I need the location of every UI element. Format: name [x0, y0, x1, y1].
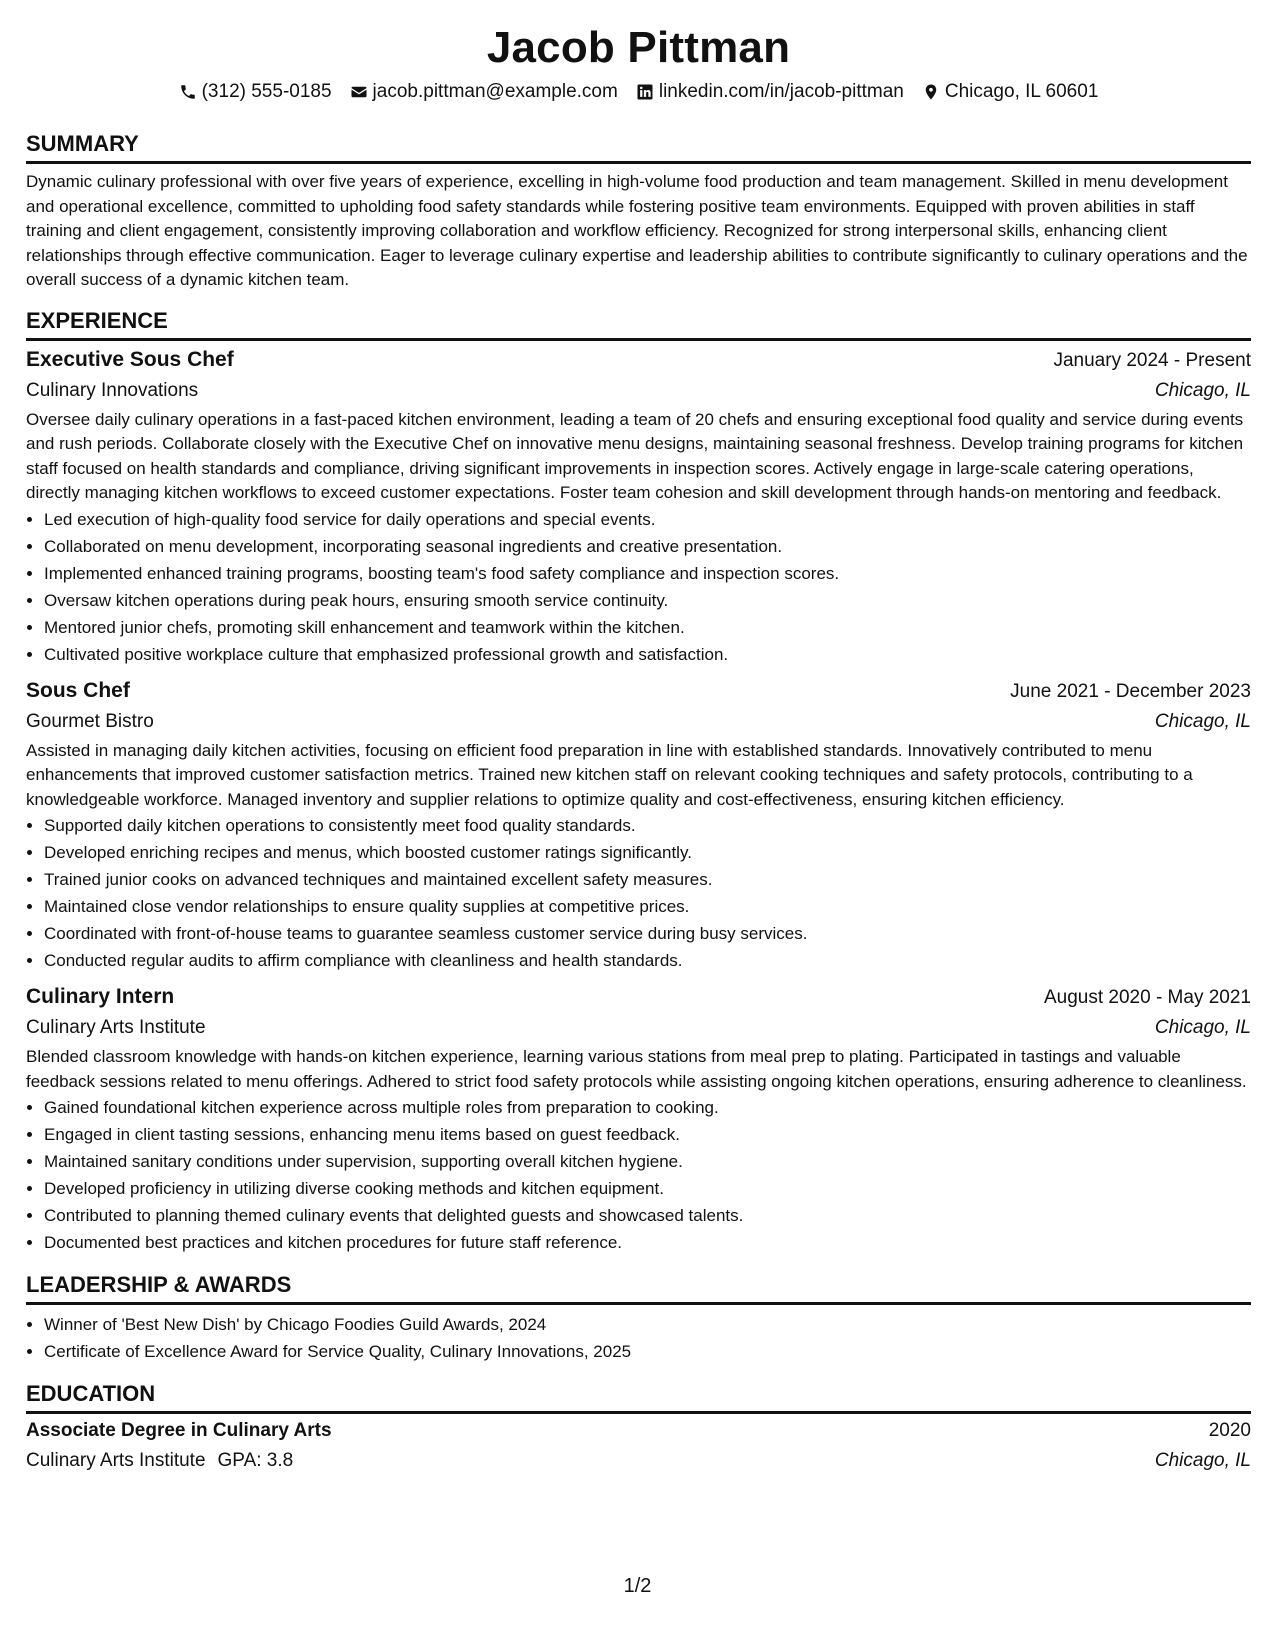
phone-icon [179, 83, 197, 101]
list-item: • Winner of 'Best New Dish' by Chicago Foodies Guild Awards, 2024 [44, 1311, 1251, 1338]
experience-section [26, 306, 1251, 1257]
list-item: • Led execution of high-quality food service for daily operations and special events. [44, 506, 1251, 533]
degree-title: Associate Degree in Culinary Arts [26, 1420, 332, 1441]
job-description: Blended classroom knowledge with hands-on kitchen experience, learning various stations from meal prep to plating. Participated in tastings and valuable feedback sessions related to menu offerings. Adhered to strict food safety protocols while assisting ongoing kitchen operations, ensuring adherence to cleanliness. [26, 1047, 1247, 1091]
job-description: Oversee daily culinary operations in a fast-paced kitchen environment, leading a team of 20 chefs and ensuring exceptional food quality and service during events and rush periods. Collaborate closely with the Executive Chef on innovative menu designs, maintaining seasonal freshness. Develop training programs for kitchen staff focused on health standards and compliance, driving significant improvements in inspection scores. Actively engage in large-scale catering operations, directly managing kitchen workflows to exceed customer expectations. Foster team cohesion and skill development through hands-on mentoring and feedback. [26, 409, 1244, 502]
school-name: Culinary Arts Institute [26, 1450, 206, 1471]
list-item: • Developed proficiency in utilizing diverse cooking methods and kitchen equipment. [44, 1175, 1251, 1202]
job-entry [26, 676, 1251, 975]
job-dates: August 2020 - May 2021 [1043, 987, 1251, 1008]
list-item: • Developed enriching recipes and menus, which boosted customer ratings significantly. [44, 839, 1251, 866]
school-location: Chicago, IL [1154, 1450, 1251, 1471]
job-bullets [26, 506, 1251, 668]
list-item: • Contributed to planning themed culinary events that delighted guests and showcased talents. [44, 1202, 1251, 1229]
list-item: • Collaborated on menu development, incorporating seasonal ingredients and creative presentation. [44, 533, 1251, 560]
map-pin-icon [922, 83, 940, 101]
list-item: • Cultivated positive workplace culture that emphasized professional growth and satisfaction. [44, 641, 1251, 668]
job-company: Gourmet Bistro [26, 710, 154, 732]
job-location: Chicago, IL [1154, 710, 1251, 732]
job-location: Chicago, IL [1154, 1017, 1251, 1038]
list-item: • Conducted regular audits to affirm compliance with cleanliness and health standards. [44, 947, 1251, 974]
summary-text: Dynamic culinary professional with over five years of experience, excelling in high-volume food production and team management. Skilled in menu development and operational excellence, committed to upholding food safety standards while fostering positive team environments. Equipped with proven abilities in staff training and client engagement, consistently improving collaboration and workflow efficiency. Recognized for strong interpersonal skills, enhancing client relationships through effective communication. Eager to leverage culinary expertise and leadership abilities to contribute significantly to culinary operations and the overall success of a dynamic kitchen team. [26, 172, 1248, 289]
list-item: • Certificate of Excellence Award for Service Quality, Culinary Innovations, 2025 [44, 1338, 1251, 1365]
resume-page [26, 20, 1251, 1476]
list-item: • Coordinated with front-of-house teams to guarantee seamless customer service during busy services. [44, 920, 1251, 947]
school-line [26, 1446, 293, 1476]
list-item: • Mentored junior chefs, promoting skill enhancement and teamwork within the kitchen. [44, 614, 1251, 641]
job-title: Sous Chef [26, 678, 130, 702]
awards-section [26, 1270, 1251, 1365]
graduation-year: 2020 [1208, 1420, 1251, 1441]
page-number: 1/2 [623, 1575, 652, 1597]
job-title: Executive Sous Chef [26, 347, 234, 371]
list-item: • Oversaw kitchen operations during peak hours, ensuring smooth service continuity. [44, 587, 1251, 614]
list-item: • Implemented enhanced training programs, boosting team's food safety compliance and inspection scores. [44, 560, 1251, 587]
list-item: • Documented best practices and kitchen procedures for future staff reference. [44, 1229, 1251, 1256]
job-company: Culinary Innovations [26, 379, 199, 401]
job-entry [26, 982, 1251, 1256]
job-bullets [26, 1094, 1251, 1256]
contact-bar [26, 79, 1251, 105]
section-title-education: EDUCATION [26, 1379, 1251, 1414]
job-description: Assisted in managing daily kitchen activities, focusing on efficient food preparation in line with established standards. Innovatively contributed to menu enhancements that improved customer satisfaction metrics. Trained new kitchen staff on relevant cooking techniques and safety protocols, contributing to a knowledgeable workforce. Managed inventory and supplier relations to optimize quality and cost-effectiveness, ensuring kitchen efficiency. [26, 740, 1193, 809]
contact-email[interactable] [350, 79, 618, 105]
job-company: Culinary Arts Institute [26, 1017, 206, 1038]
section-title-summary: SUMMARY [26, 129, 1251, 164]
list-item: • Gained foundational kitchen experience across multiple roles from preparation to cooking. [44, 1094, 1251, 1121]
phone-text: (312) 555-0185 [201, 81, 332, 102]
job-bullets [26, 812, 1251, 974]
email-text[interactable]: jacob.pittman@example.com [372, 81, 618, 102]
section-title-experience: EXPERIENCE [26, 306, 1251, 341]
linkedin-text[interactable]: linkedin.com/in/jacob-pittman [658, 81, 904, 102]
envelope-icon [350, 83, 368, 101]
education-entry [26, 1416, 1251, 1476]
list-item: • Engaged in client tasting sessions, enhancing menu items based on guest feedback. [44, 1121, 1251, 1148]
contact-location [922, 79, 1099, 105]
section-title-awards: LEADERSHIP & AWARDS [26, 1270, 1251, 1305]
job-title: Culinary Intern [26, 985, 175, 1008]
list-item: • Supported daily kitchen operations to consistently meet food quality standards. [44, 812, 1251, 839]
contact-linkedin[interactable] [636, 79, 904, 105]
job-entry [26, 345, 1251, 668]
contact-phone [179, 79, 332, 105]
awards-list [26, 1311, 1251, 1365]
list-item: • Trained junior cooks on advanced techniques and maintained excellent safety measures. [44, 866, 1251, 893]
candidate-name: Jacob Pittman [486, 23, 791, 72]
location-text: Chicago, IL 60601 [944, 81, 1099, 102]
list-item: • Maintained close vendor relationships to ensure quality supplies at competitive prices. [44, 893, 1251, 920]
education-section [26, 1379, 1251, 1476]
summary-section [26, 129, 1251, 293]
linkedin-icon [636, 83, 654, 101]
job-dates: June 2021 - December 2023 [1010, 680, 1251, 702]
gpa: GPA: 3.8 [217, 1450, 294, 1471]
list-item: • Maintained sanitary conditions under supervision, supporting overall kitchen hygiene. [44, 1148, 1251, 1175]
job-location: Chicago, IL [1154, 379, 1251, 401]
job-dates: January 2024 - Present [1053, 349, 1251, 371]
